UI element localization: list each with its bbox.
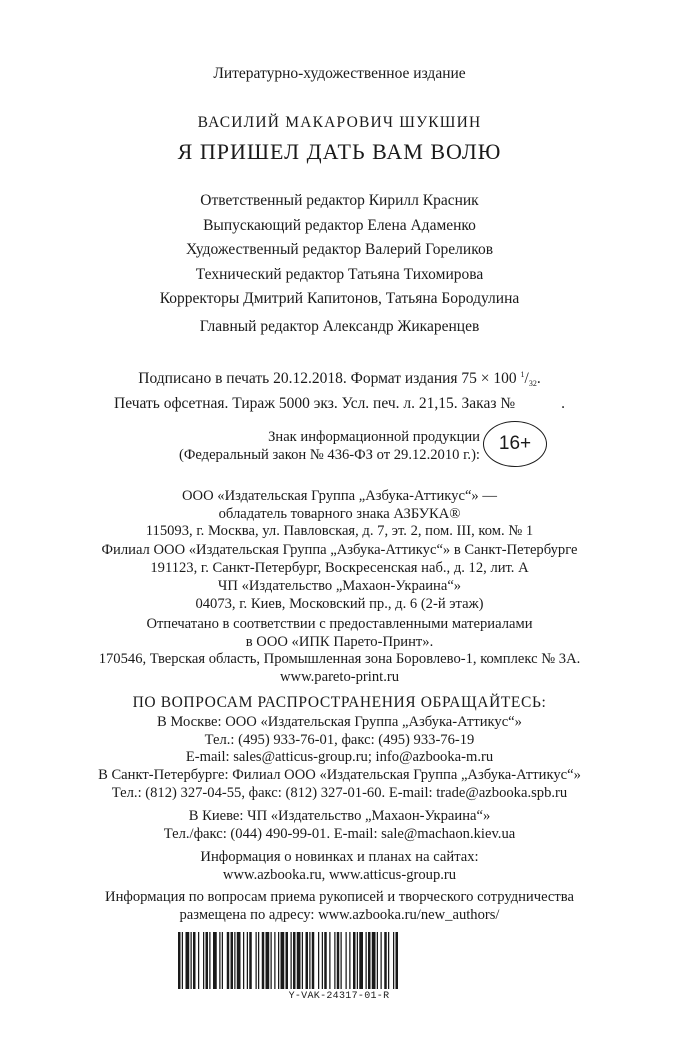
barcode-bar: [353, 932, 356, 989]
barcode-bar: [227, 932, 230, 989]
barcode-bar: [309, 932, 310, 989]
barcode: [178, 932, 500, 1002]
age-rating-badge: 16+: [483, 421, 547, 467]
barcode-bar: [341, 932, 342, 989]
federal-law-label: (Федеральный закон № 436-ФЗ от 29.12.2010 г.):: [178, 447, 480, 463]
publisher-line: обладатель товарного знака АЗБУКА®: [218, 505, 461, 522]
distribution-kiev: [0, 808, 679, 843]
barcode-bar: [266, 932, 270, 989]
printer-line: Отпечатано в соответствии с предоставленными материалами: [146, 616, 533, 632]
barcode-bar: [203, 932, 204, 989]
barcode-bar: [206, 932, 209, 989]
distribution-heading: ПО ВОПРОСАМ РАСПРОСТРАНЕНИЯ ОБРАЩАЙТЕСЬ:: [132, 694, 547, 711]
print-info: [0, 365, 679, 414]
spb-branch-block: [0, 542, 679, 577]
moscow-line: Тел.: (495) 933-76-01, факс: (495) 933-76-19: [204, 731, 475, 748]
author-name: ВАСИЛИЙ МАКАРОВИЧ ШУКШИН: [197, 114, 482, 131]
editor-line: Корректоры Дмитрий Капитонов, Татьяна Бородулина: [159, 290, 520, 307]
format-denominator: 32: [528, 379, 537, 388]
moscow-line: В Москве: ООО «Издательская Группа „Азбука-Аттикус“»: [157, 714, 522, 730]
barcode-bar: [249, 932, 252, 989]
barcode-bar: [357, 932, 358, 989]
publisher-line: 115093, г. Москва, ул. Павловская, д. 7, эт. 2, пом. III, ком. № 1: [145, 523, 534, 539]
barcode-bar: [278, 932, 279, 989]
distribution-moscow: [0, 714, 679, 767]
printer-line: www.pareto-print.ru: [279, 668, 399, 685]
barcode-bar: [377, 932, 378, 989]
barcode-bar: [256, 932, 257, 989]
moscow-line: E-mail: sales@atticus-group.ru; info@azbooka-m.ru: [185, 749, 494, 765]
kiev-line: В Киеве: ЧП «Издательство „Махаон-Украина“»: [188, 808, 491, 824]
print-run-text: Печать офсетная. Тираж 5000 экз. Усл. печ. л. 21,15. Заказ №: [114, 395, 516, 412]
manuscripts-line: размещена по адресу: www.azbooka.ru/new_authors/: [179, 906, 500, 923]
print-signed-text: Подписано в печать 20.12.2018. Формат издания 75 × 100: [138, 370, 517, 387]
barcode-bar: [191, 932, 192, 989]
barcode-bar: [213, 932, 217, 989]
manuscripts-block: [0, 889, 679, 924]
kiev-branch-line: 04073, г. Киев, Московский пр., д. 6 (2-й этаж): [195, 595, 484, 612]
barcode-bar: [349, 932, 350, 989]
barcode-bar: [293, 932, 296, 989]
publisher-block: [0, 488, 679, 541]
editor-line: Выпускающий редактор Елена Адаменко: [203, 216, 476, 234]
barcode-bar: [322, 932, 323, 989]
spb-line: Тел.: (812) 327-04-55, факс: (812) 327-01-60. E-mail: trade@azbooka.spb.ru: [111, 784, 568, 801]
print-signed-line: Подписано в печать 20.12.2018. Формат издания 75 × 100 $^1/_{32}$.: [138, 370, 541, 388]
barcode-bar: [219, 932, 220, 989]
barcode-bar: [359, 932, 363, 989]
spb-line: В Санкт-Петербурге: Филиал ООО «Издательская Группа „Азбука-Аттикус“»: [98, 767, 581, 783]
editor-line: Художественный редактор Валерий Гореликов: [185, 241, 494, 258]
spb-branch-line: Филиал ООО «Издательская Группа „Азбука-Аттикус“» в Санкт-Петербурге: [101, 542, 578, 558]
barcode-bar: [337, 932, 340, 989]
barcode-bar: [324, 932, 327, 989]
spb-branch-line: 191123, г. Санкт-Петербург, Воскресенская наб., д. 12, лит. А: [150, 559, 529, 576]
websites-line: Информация о новинках и планах на сайтах:: [200, 849, 479, 865]
barcode-bar: [372, 932, 376, 989]
barcode-bar: [198, 932, 199, 989]
barcode-bar: [247, 932, 248, 989]
barcode-bar: [329, 932, 330, 989]
barcode-bar: [384, 932, 387, 989]
barcode-bar: [388, 932, 389, 989]
barcode-label: Y-VAK-24317-01-R: [288, 991, 390, 1002]
barcode-bar: [334, 932, 335, 989]
kiev-branch-block: [0, 578, 679, 613]
distribution-spb: [0, 767, 679, 802]
editor-line: Технический редактор Татьяна Тихомирова: [195, 265, 484, 283]
barcode-bar: [396, 932, 399, 989]
barcode-bar: [231, 932, 234, 989]
editors-list: [0, 189, 679, 312]
barcode-bar: [381, 932, 382, 989]
barcode-bar: [209, 932, 210, 989]
barcode-bar: [262, 932, 265, 989]
barcode-bar: [393, 932, 394, 989]
barcode-bar: [368, 932, 371, 989]
barcode-bar: [306, 932, 309, 989]
printer-line: 170546, Тверская область, Промышленная зона Боровлево-1, комплекс № 3А.: [98, 651, 581, 667]
barcode-bar: [297, 932, 301, 989]
kiev-branch-line: ЧП «Издательство „Махаон-Украина“»: [217, 578, 462, 594]
kiev-line: Тел./факс: (044) 490-99-01. E-mail: sale@machaon.kiev.ua: [163, 825, 516, 842]
barcode-bar: [318, 932, 319, 989]
barcode-bar: [291, 932, 292, 989]
barcode-bar: [237, 932, 241, 989]
format-numerator: 1: [520, 370, 525, 379]
barcode-bar: [302, 932, 303, 989]
barcode-bar: [366, 932, 367, 989]
barcode-bar: [234, 932, 235, 989]
publisher-line: ООО «Издательская Группа „Азбука-Аттикус“» —: [182, 488, 497, 504]
barcode-bar: [258, 932, 259, 989]
barcode-bar: [186, 932, 190, 989]
barcode-bar: [274, 932, 275, 989]
chief-editor: Главный редактор Александр Жикаренцев: [199, 318, 480, 335]
barcode-bar: [222, 932, 223, 989]
editor-line: Ответственный редактор Кирилл Красник: [200, 192, 479, 209]
barcode-bar: [193, 932, 196, 989]
barcode-bar: [312, 932, 315, 989]
barcode-bars-icon: [178, 932, 500, 989]
manuscripts-line: Информация по вопросам приема рукописей и творческого сотрудничества: [105, 889, 574, 905]
barcode-bar: [281, 932, 285, 989]
barcode-bar: [243, 932, 244, 989]
printer-block: [0, 616, 679, 686]
websites-block: [0, 849, 679, 884]
print-run-line: Печать офсетная. Тираж 5000 экз. Усл. печ. л. 21,15. Заказ № .: [114, 395, 565, 412]
barcode-bar: [178, 932, 181, 989]
websites-line: www.azbooka.ru, www.atticus-group.ru: [222, 866, 457, 883]
barcode-bar: [271, 932, 272, 989]
barcode-bar: [286, 932, 289, 989]
info-product-mark: [140, 428, 480, 464]
barcode-bar: [182, 932, 183, 989]
info-product-label: Знак информационной продукции: [268, 429, 480, 445]
edition-type: Литературно-художественное издание: [213, 65, 466, 82]
book-title: Я ПРИШЕЛ ДАТЬ ВАМ ВОЛЮ: [177, 139, 502, 164]
barcode-bar: [346, 932, 347, 989]
printer-line: в ООО «ИПК Парето-Принт».: [245, 633, 434, 650]
